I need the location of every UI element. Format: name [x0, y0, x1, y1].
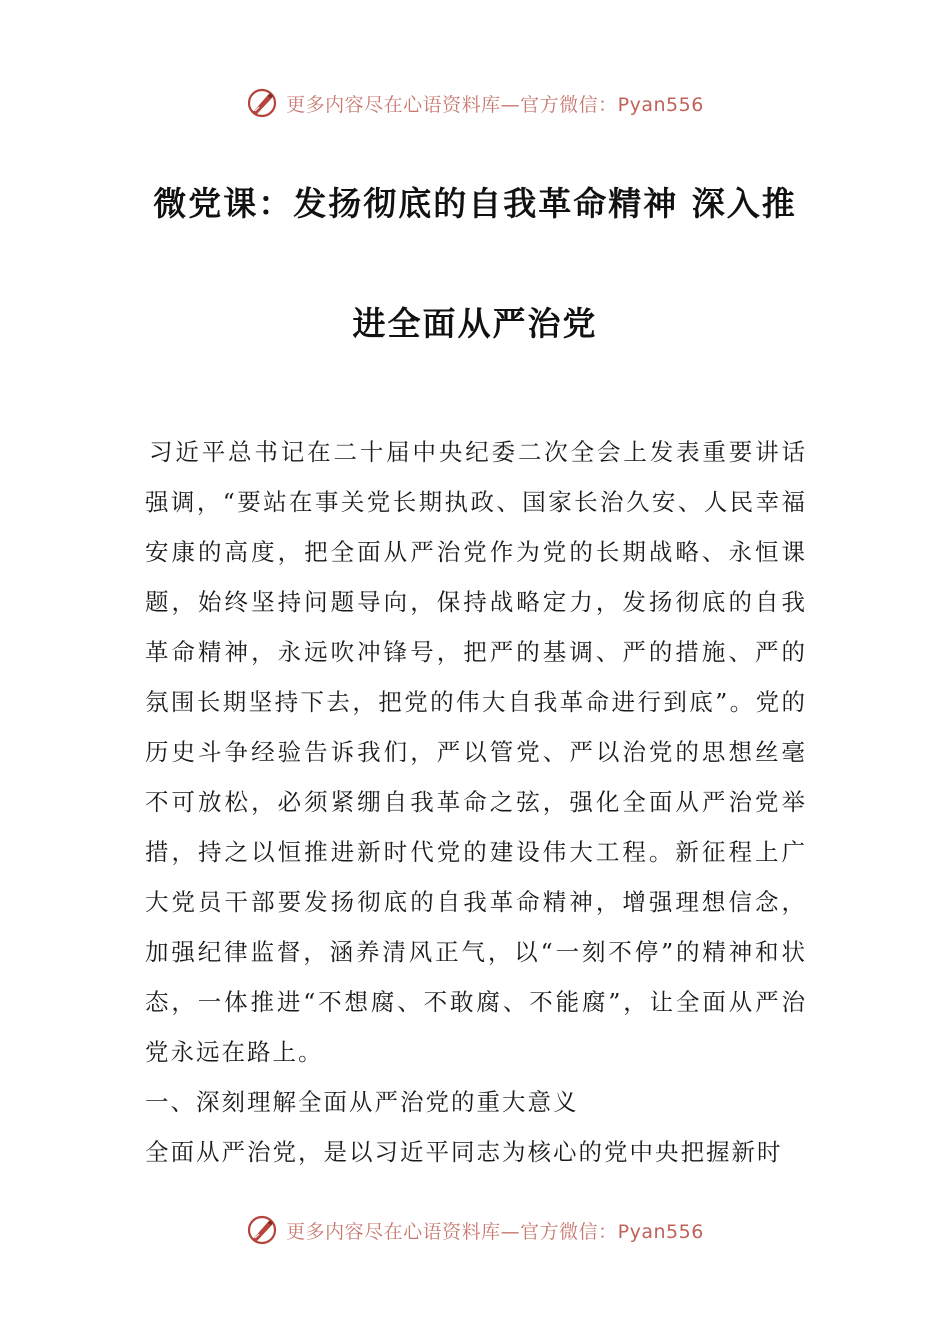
page-header-banner [0, 83, 950, 123]
pen-nib-circle-icon [246, 87, 278, 119]
section-heading-1: 一、深刻理解全面从严治党的重大意义 [145, 1088, 579, 1116]
document-body [145, 427, 807, 1177]
footer-banner-label: 更多内容尽在心语资料库—官方微信： [286, 1220, 618, 1243]
document-title-line-2: 进全面从严治党 [352, 304, 598, 343]
header-banner-label: 更多内容尽在心语资料库—官方微信： [286, 93, 618, 116]
footer-wechat-handle: Pyan556 [617, 1220, 704, 1243]
pen-nib-circle-icon [246, 1214, 278, 1246]
header-banner-text [286, 90, 704, 117]
page-footer-banner [0, 1210, 950, 1250]
body-paragraph-2: 全面从严治党，是以习近平同志为核心的党中央把握新时 [145, 1138, 783, 1166]
footer-banner-text [286, 1217, 704, 1244]
document-title-line-1: 微党课：发扬彻底的自我革命精神 深入推 [153, 184, 797, 223]
body-paragraph-1: 习近平总书记在二十届中央纪委二次全会上发表重要讲话强调，“要站在事关党长期执政、国家长治久安、人民幸福安康的高度，把全面从严治党作为党的长期战略、永恒课题，始终坚持问题导向，保持战略定力，发扬彻底的自我革命精神，永远吹冲锋号，把严的基调、严的措施、严的氛围长期坚持下去，把党的伟大自我革命进行到底”。党的历史斗争经验告诉我们，严以管党、严以治党的思想丝毫不可放松，必须紧绷自我革命之弦，强化全面从严治党举措，持之以恒推进新时代党的建设伟大工程。新征程上广大党员干部要发扬彻底的自我革命精神，增强理想信念，加强纪律监督，涵养清风正气，以“一刻不停”的精神和状态，一体推进“不想腐、不敢腐、不能腐”，让全面从严治党永远在路上。 [145, 438, 807, 1066]
header-wechat-handle: Pyan556 [617, 93, 704, 116]
